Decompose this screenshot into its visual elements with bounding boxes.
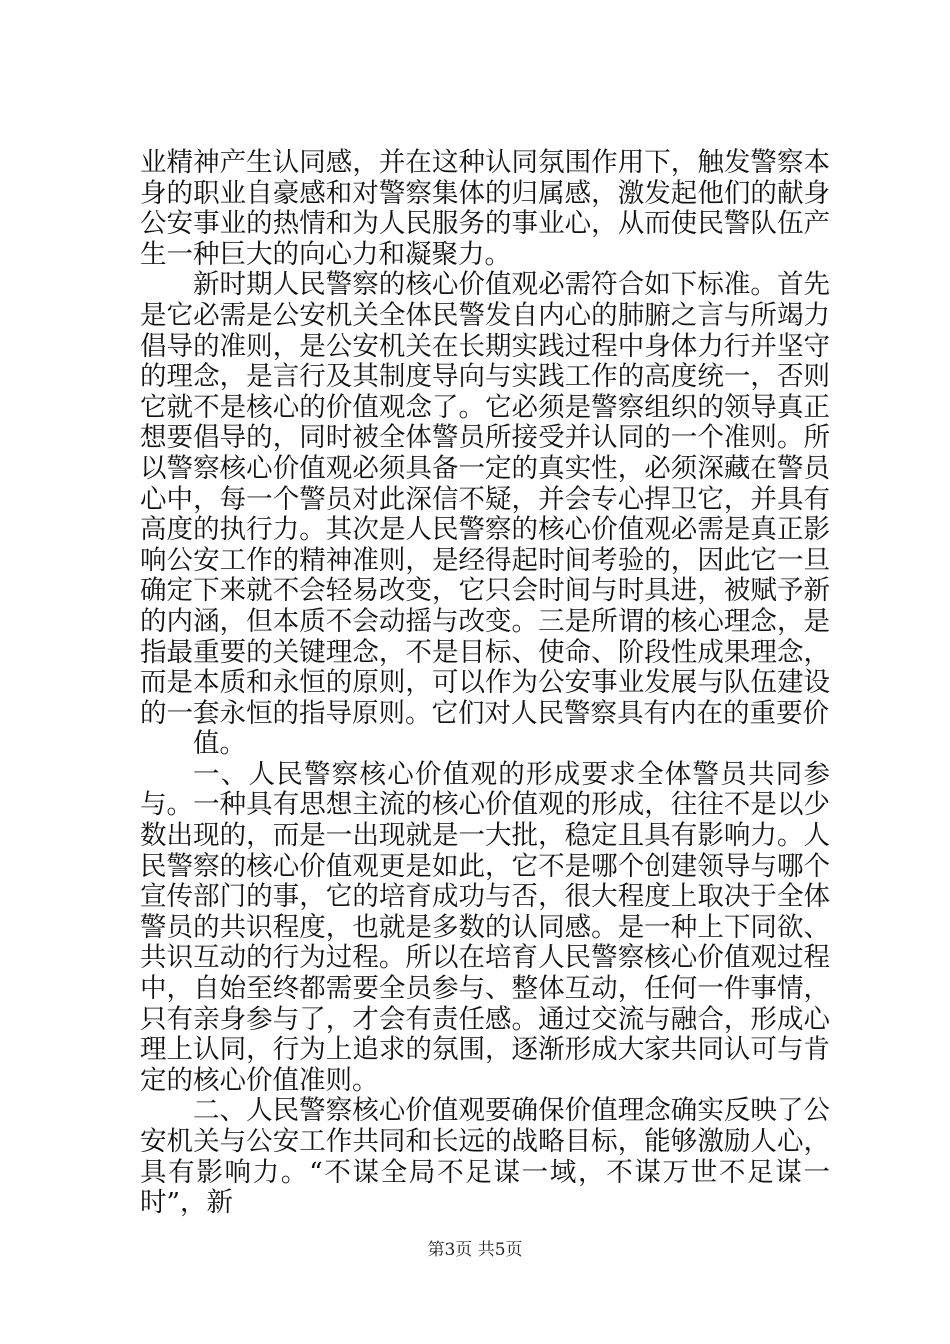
page-number-footer: 第3页 共5页: [427, 1240, 523, 1260]
paragraph-point-one: 一、人民警察核心价值观的形成要求全体警员共同参与。一种具有思想主流的核心价值观的形成，往往不是以少数出现的，而是一出现就是一大批，稳定且具有影响力。人民警察的核心价值观更是如此，它不是哪个创建领导与哪个宣传部门的事，它的培育成功与否，很大程度上取决于全体警员的共识程度，也就是多数的认同感。是一种上下同欲、共识互动的行为过程。所以在培育人民警察核心价值观过程中，自始至终都需要全员参与、整体互动，任何一件事情，只有亲身参与了，才会有责任感。通过交流与融合，形成心理上认同，行为上追求的氛围，逐渐形成大家共同认可与肯定的核心价值准则。: [140, 758, 830, 1096]
body-text: [140, 148, 830, 1219]
paragraph-standards: 新时期人民警察的核心价值观必需符合如下标准。首先是它必需是公安机关全体民警发自内心的肺腑之言与所竭力倡导的准则，是公安机关在长期实践过程中身体力行并坚守的理念，是言行及其制度导向与实践工作的高度统一，否则它就不是核心的价值观念了。它必须是警察组织的领导真正想要倡导的，同时被全体警员所接受并认同的一个准则。所以警察核心价值观必须具备一定的真实性，必须深藏在警员心中，每一个警员对此深信不疑，并会专心捍卫它，并具有高度的执行力。其次是人民警察的核心价值观必需是真正影响公安工作的精神准则，是经得起时间考验的，因此它一旦确定下来就不会轻易改变，它只会时间与时具进，被赋予新的内涵，但本质不会动摇与改变。三是所谓的核心理念，是指最重要的关键理念，不是目标、使命、阶段性成果理念，而是本质和永恒的原则，可以作为公安事业发展与队伍建设的一套永恒的指导原则。它们对人民警察具有内在的重要价: [140, 269, 830, 729]
paragraph-continuation: 业精神产生认同感，并在这种认同氛围作用下，触发警察本身的职业自豪感和对警察集体的归属感，激发起他们的献身公安事业的热情和为人民服务的事业心，从而使民警队伍产生一种巨大的向心力和凝聚力。: [140, 147, 830, 270]
paragraph-point-two: 二、人民警察核心价值观要确保价值理念确实反映了公安机关与公安工作共同和长远的战略目标，能够激励人心，具有影响力。“不谋全局不足谋一域，不谋万世不足谋一时”，新: [140, 1095, 830, 1219]
paragraph-fragment: 值。: [193, 728, 246, 760]
